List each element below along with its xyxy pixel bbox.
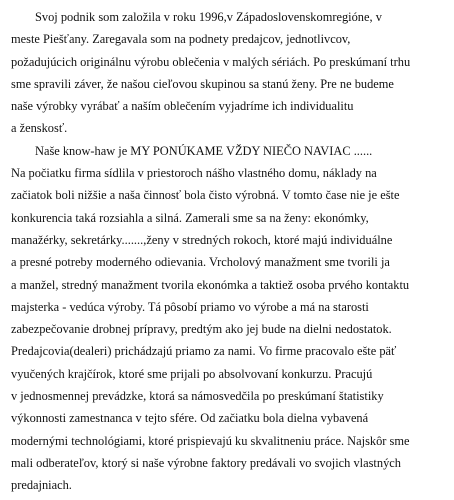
- paragraph-line: vyučených krajčírok, ktoré sme prijali po absolvovaní konkurzu. Pracujú: [11, 366, 373, 381]
- paragraph-line: a presné potreby moderného odievania. Vrcholový manažment sme tvorili ja: [11, 255, 390, 270]
- paragraph-line: meste Piešťany. Zaregavala som na podnety predajcov, jednotlivcov,: [11, 32, 351, 47]
- paragraph-line: naše výrobky vyrábať a naším oblečením vyjadríme ich individualitu: [11, 99, 354, 114]
- paragraph-line: a ženskosť.: [11, 121, 68, 136]
- paragraph-line: modernými technológiami, ktoré prispievajú ku skvalitneniu práce. Najskôr sme: [11, 433, 410, 448]
- paragraph-line: Na počiatku firma sídlila v priestoroch nášho vlastného domu, náklady na: [11, 166, 377, 181]
- paragraph-line: v jednosmennej prevádzke, ktorá sa námosvedčila po preskúmaní štatistiky: [11, 389, 384, 404]
- paragraph-line: a manžel, stredný manažment tvorila ekonómka a taktiež osoba prvého kontaktu: [11, 277, 410, 292]
- paragraph-line: Svoj podnik som založila v roku 1996,v Západoslovenskomregióne, v: [35, 10, 382, 24]
- paragraph-line: výkonnosti zamestnanca v tejto sfére. Od začiatku bola dielna vybavená: [11, 411, 369, 426]
- paragraph-line: začiatok boli nižšie a naša činnosť bola čisto výrobná. V tomto čase nie je ešte: [11, 188, 400, 203]
- paragraph-line: Predajcovia(dealeri) prichádzajú priamo za nami. Vo firme pracovalo ešte päť: [11, 344, 397, 359]
- paragraph-line: manažérky, sekretárky.......,ženy v stredných rokoch, ktoré majú individuálne: [11, 232, 393, 247]
- paragraph-line: predajniach.: [11, 478, 72, 493]
- paragraph-line: sme spravili záver, že našou cieľovou skupinou sa stanú ženy. Pre ne budeme: [11, 76, 394, 91]
- paragraph-line: mali odberateľov, ktorý si naše výrobne faktory predávali vo svojich vlastných: [11, 455, 401, 470]
- paragraph-line: zabezpečovanie drobnej prípravy, predtým ako jej bude na dielni nedostatok.: [11, 322, 392, 337]
- paragraph-line: Naše know-haw je MY PONÚKAME VŽDY NIEČO NAVIAC ......: [35, 143, 373, 158]
- paragraph-line: konkurencia taká rozsiahla a silná. Zamerali sme sa na ženy: ekonómky,: [11, 210, 369, 225]
- paragraph-line: majsterka - vedúca výroby. Tá pôsobí priamo vo výrobe a má na starosti: [11, 299, 369, 314]
- paragraph-line: požadujúcich originálnu výrobu oblečenia v malých sériách. Po preskúmaní trhu: [11, 54, 411, 69]
